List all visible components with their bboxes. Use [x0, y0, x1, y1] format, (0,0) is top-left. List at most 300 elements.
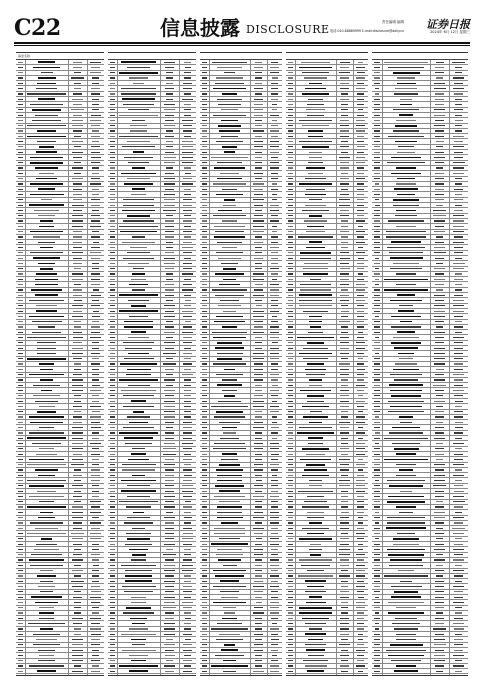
table-cell — [353, 304, 368, 308]
table-cell — [336, 256, 354, 260]
table-cell — [25, 293, 69, 297]
table-cell — [117, 463, 161, 467]
table-cell — [87, 298, 104, 302]
table-cell — [160, 505, 180, 509]
table-cell — [179, 378, 196, 382]
table-cell — [449, 621, 468, 625]
table-cell — [87, 542, 104, 546]
table-cell — [117, 473, 161, 477]
table-cell — [160, 272, 180, 276]
table-cell — [267, 441, 282, 445]
table-cell — [209, 108, 251, 112]
table-cell — [250, 192, 268, 196]
table-cell — [179, 309, 196, 313]
table-cell — [117, 425, 161, 429]
table-cell — [353, 86, 368, 90]
table-cell — [430, 150, 450, 154]
table-cell — [430, 621, 450, 625]
table-cell — [209, 569, 251, 573]
table-cell — [87, 468, 104, 472]
table-header-rule — [372, 53, 468, 60]
table-cell — [25, 245, 69, 249]
table-cell — [267, 505, 282, 509]
table-cell — [68, 108, 88, 112]
table-cell — [209, 320, 251, 324]
table-cell — [336, 563, 354, 567]
table-cell — [267, 521, 282, 525]
table-cell — [353, 537, 368, 541]
table-cell — [449, 92, 468, 96]
table-cell — [250, 298, 268, 302]
table-cell — [25, 282, 69, 286]
table-cell — [179, 441, 196, 445]
table-cell — [209, 134, 251, 138]
table-cell — [160, 452, 180, 456]
table-cell — [336, 399, 354, 403]
table-cell — [336, 320, 354, 324]
table-cell — [87, 155, 104, 159]
table-rows — [16, 60, 104, 675]
table-cell — [68, 150, 88, 154]
table-cell — [160, 187, 180, 191]
table-cell — [250, 235, 268, 239]
table-cell — [117, 335, 161, 339]
table-cell — [430, 108, 450, 112]
table-cell — [179, 124, 196, 128]
table-cell — [209, 611, 251, 615]
table-cell — [179, 81, 196, 85]
table-cell — [87, 404, 104, 408]
table-cell — [449, 198, 468, 202]
table-cell — [267, 595, 282, 599]
table-cell — [382, 277, 431, 281]
table-cell — [267, 341, 282, 345]
table-cell — [430, 516, 450, 520]
table-cell — [267, 574, 282, 578]
table-cell — [336, 410, 354, 414]
table-cell — [209, 177, 251, 181]
table-cell — [267, 627, 282, 631]
table-cell — [117, 298, 161, 302]
table-cell — [353, 198, 368, 202]
table-cell — [87, 425, 104, 429]
table-cell — [68, 627, 88, 631]
table-cell — [382, 410, 431, 414]
table-cell — [449, 367, 468, 371]
table-cell — [68, 563, 88, 567]
table-cell — [250, 574, 268, 578]
table-cell — [68, 410, 88, 414]
table-cell — [267, 404, 282, 408]
table-cell — [267, 208, 282, 212]
table-cell — [336, 500, 354, 504]
table-cell — [87, 198, 104, 202]
table-cell — [295, 664, 337, 668]
table-cell — [25, 251, 69, 255]
table-cell — [250, 150, 268, 154]
table-cell — [336, 611, 354, 615]
table-cell — [353, 134, 368, 138]
table-cell — [353, 245, 368, 249]
table-cell — [430, 484, 450, 488]
table-cell — [267, 102, 282, 106]
table-cell — [160, 542, 180, 546]
table-cell — [430, 113, 450, 117]
table-cell — [430, 76, 450, 80]
table-cell — [68, 367, 88, 371]
table-cell — [179, 500, 196, 504]
table-cell — [87, 81, 104, 85]
table-cell — [209, 272, 251, 276]
table-cell — [382, 325, 431, 329]
table-cell — [68, 97, 88, 101]
table-cell — [336, 478, 354, 482]
table-cell — [430, 267, 450, 271]
table-cell — [430, 251, 450, 255]
table-cell — [209, 510, 251, 514]
table-cell — [87, 367, 104, 371]
table-cell — [267, 161, 282, 165]
table-cell — [295, 388, 337, 392]
table-cell — [430, 92, 450, 96]
table-cell — [449, 335, 468, 339]
table-cell — [382, 309, 431, 313]
table-cell — [353, 192, 368, 196]
table-cell — [336, 240, 354, 244]
table-cell — [68, 521, 88, 525]
table-cell — [295, 574, 337, 578]
table-cell — [68, 463, 88, 467]
table-cell — [160, 320, 180, 324]
table-cell — [295, 224, 337, 228]
table-cell — [449, 484, 468, 488]
table-cell — [68, 531, 88, 535]
table-cell — [449, 60, 468, 64]
table-cell — [250, 383, 268, 387]
table-cell — [336, 113, 354, 117]
table-cell — [430, 166, 450, 170]
table-cell — [353, 526, 368, 530]
table-cell — [430, 574, 450, 578]
table-cell — [160, 150, 180, 154]
table-cell — [160, 351, 180, 355]
table-cell — [449, 643, 468, 647]
table-cell — [353, 298, 368, 302]
table-cell — [336, 531, 354, 535]
table-cell — [179, 553, 196, 557]
table-cell — [295, 335, 337, 339]
table-cell — [87, 420, 104, 424]
table-cell — [117, 584, 161, 588]
table-cell — [209, 102, 251, 106]
table-cell — [430, 272, 450, 276]
table-cell — [353, 256, 368, 260]
table-cell — [179, 134, 196, 138]
table-cell — [209, 574, 251, 578]
table-cell — [430, 526, 450, 530]
table-cell — [353, 330, 368, 334]
table-cell — [25, 521, 69, 525]
table-cell — [267, 553, 282, 557]
table-cell — [382, 267, 431, 271]
table-cell — [382, 404, 431, 408]
table-cell — [209, 447, 251, 451]
table-cell — [209, 621, 251, 625]
table-cell — [209, 86, 251, 90]
table-cell — [250, 60, 268, 64]
table-cell — [160, 627, 180, 631]
table-cell — [295, 441, 337, 445]
table-cell — [117, 394, 161, 398]
table-header-rule — [200, 53, 282, 60]
table-cell — [250, 547, 268, 551]
table-cell — [87, 521, 104, 525]
table-cell — [87, 447, 104, 451]
table-cell — [160, 595, 180, 599]
table-cell — [25, 373, 69, 377]
table-cell — [430, 335, 450, 339]
table-cell — [209, 425, 251, 429]
table-cell — [295, 65, 337, 69]
table-cell — [160, 494, 180, 498]
table-cell — [382, 595, 431, 599]
table-cell — [117, 653, 161, 657]
table-cell — [250, 659, 268, 663]
table-cell — [382, 134, 431, 138]
table-cell — [250, 621, 268, 625]
table-cell — [160, 584, 180, 588]
table-cell — [382, 187, 431, 191]
table-cell — [449, 65, 468, 69]
table-cell — [117, 415, 161, 419]
table-cell — [25, 632, 69, 636]
table-cell — [250, 611, 268, 615]
table-cell — [179, 108, 196, 112]
table-cell — [68, 547, 88, 551]
table-cell — [430, 124, 450, 128]
table-cell — [117, 60, 161, 64]
table-cell — [430, 436, 450, 440]
table-cell — [295, 166, 337, 170]
table-cell — [179, 484, 196, 488]
table-cell — [382, 113, 431, 117]
table-cell — [209, 420, 251, 424]
table-cell — [68, 325, 88, 329]
table-cell — [25, 192, 69, 196]
table-cell — [25, 65, 69, 69]
table-cell — [209, 166, 251, 170]
table-cell — [25, 367, 69, 371]
table-cell — [209, 383, 251, 387]
table-cell — [87, 92, 104, 96]
table-cell — [336, 309, 354, 313]
table-cell — [87, 335, 104, 339]
table-cell — [267, 394, 282, 398]
table-cell — [68, 346, 88, 350]
table-cell — [117, 431, 161, 435]
table-cell — [117, 553, 161, 557]
table-cell — [382, 452, 431, 456]
table-cell — [353, 367, 368, 371]
table-cell — [295, 415, 337, 419]
table-cell — [179, 616, 196, 620]
table-cell — [353, 621, 368, 625]
table-cell — [179, 139, 196, 143]
table-cell — [209, 129, 251, 133]
table-cell — [295, 182, 337, 186]
table-cell — [353, 341, 368, 345]
table-cell — [449, 579, 468, 583]
table-cell — [25, 584, 69, 588]
table-cell — [209, 230, 251, 234]
table-cell — [336, 510, 354, 514]
table-cell — [430, 362, 450, 366]
table-cell — [160, 118, 180, 122]
table-cell — [160, 304, 180, 308]
table-cell — [25, 494, 69, 498]
table-cell — [87, 563, 104, 567]
table-cell — [87, 595, 104, 599]
table-cell — [267, 362, 282, 366]
table-cell — [336, 92, 354, 96]
table-cell — [353, 208, 368, 212]
table-cell — [336, 60, 354, 64]
table-cell — [430, 187, 450, 191]
table-cell — [267, 261, 282, 265]
table-cell — [209, 531, 251, 535]
table-cell — [267, 325, 282, 329]
table-cell — [336, 468, 354, 472]
table-cell — [68, 648, 88, 652]
table-cell — [430, 240, 450, 244]
table-cell — [449, 431, 468, 435]
table-cell — [382, 314, 431, 318]
table-cell — [250, 76, 268, 80]
table-cell — [179, 510, 196, 514]
table-cell — [117, 139, 161, 143]
table-cell — [209, 282, 251, 286]
table-cell — [25, 452, 69, 456]
table-cell — [430, 674, 450, 675]
table-cell — [430, 415, 450, 419]
table-cell — [179, 521, 196, 525]
table-cell — [382, 394, 431, 398]
table-cell — [179, 606, 196, 610]
table-cell — [179, 150, 196, 154]
table-cell — [209, 590, 251, 594]
table-cell — [449, 494, 468, 498]
table-cell — [430, 452, 450, 456]
table-cell — [353, 643, 368, 647]
table-cell — [179, 674, 196, 675]
table-cell — [353, 632, 368, 636]
table-cell — [267, 282, 282, 286]
table-cell — [295, 410, 337, 414]
table-cell — [117, 235, 161, 239]
table-cell — [68, 378, 88, 382]
table-cell — [160, 219, 180, 223]
table-cell — [382, 659, 431, 663]
table-cell — [353, 124, 368, 128]
table-cell — [250, 595, 268, 599]
table-cell — [449, 452, 468, 456]
table-cell — [25, 611, 69, 615]
table-cell — [209, 388, 251, 392]
table-cell — [353, 346, 368, 350]
table-cell — [209, 558, 251, 562]
table-cell — [353, 664, 368, 668]
table-cell — [25, 272, 69, 276]
table-cell — [25, 563, 69, 567]
table-cell — [250, 102, 268, 106]
table-cell — [250, 420, 268, 424]
table-cell — [430, 145, 450, 149]
table-cell — [353, 150, 368, 154]
table-cell — [382, 569, 431, 573]
table-cell — [87, 219, 104, 223]
table-cell — [449, 616, 468, 620]
table-cell — [430, 489, 450, 493]
table-cell — [117, 272, 161, 276]
table-cell — [382, 304, 431, 308]
table-cell — [353, 373, 368, 377]
table-cell — [117, 76, 161, 80]
section-title: 信息披露 — [160, 16, 240, 40]
table-cell — [336, 383, 354, 387]
table-cell — [25, 643, 69, 647]
table-cell — [250, 208, 268, 212]
table-cell — [117, 659, 161, 663]
table-cell — [160, 606, 180, 610]
table-cell — [117, 362, 161, 366]
table-cell — [267, 510, 282, 514]
table-cell — [87, 378, 104, 382]
table-cell — [449, 150, 468, 154]
table-cell — [68, 145, 88, 149]
table-cell — [267, 420, 282, 424]
table-cell — [87, 484, 104, 488]
table-cell — [160, 335, 180, 339]
table-cell — [160, 436, 180, 440]
table-cell — [267, 182, 282, 186]
table-cell — [117, 182, 161, 186]
table-cell — [449, 86, 468, 90]
table-cell — [353, 452, 368, 456]
table-cell — [250, 282, 268, 286]
table-cell — [267, 81, 282, 85]
table-cell — [267, 314, 282, 318]
table-cell — [353, 97, 368, 101]
table-cell — [179, 473, 196, 477]
table-cell — [336, 632, 354, 636]
table-cell — [336, 86, 354, 90]
table-cell — [209, 235, 251, 239]
table-cell — [430, 224, 450, 228]
table-cell — [353, 314, 368, 318]
table-cell — [336, 616, 354, 620]
table-cell — [25, 208, 69, 212]
table-cell — [336, 124, 354, 128]
table-cell — [117, 627, 161, 631]
table-cell — [382, 161, 431, 165]
table-cell — [295, 325, 337, 329]
table-cell — [68, 595, 88, 599]
table-cell — [295, 510, 337, 514]
newspaper-logo: 证券日报 — [426, 18, 470, 31]
table-cell — [160, 161, 180, 165]
table-cell — [160, 637, 180, 641]
table-cell — [117, 288, 161, 292]
